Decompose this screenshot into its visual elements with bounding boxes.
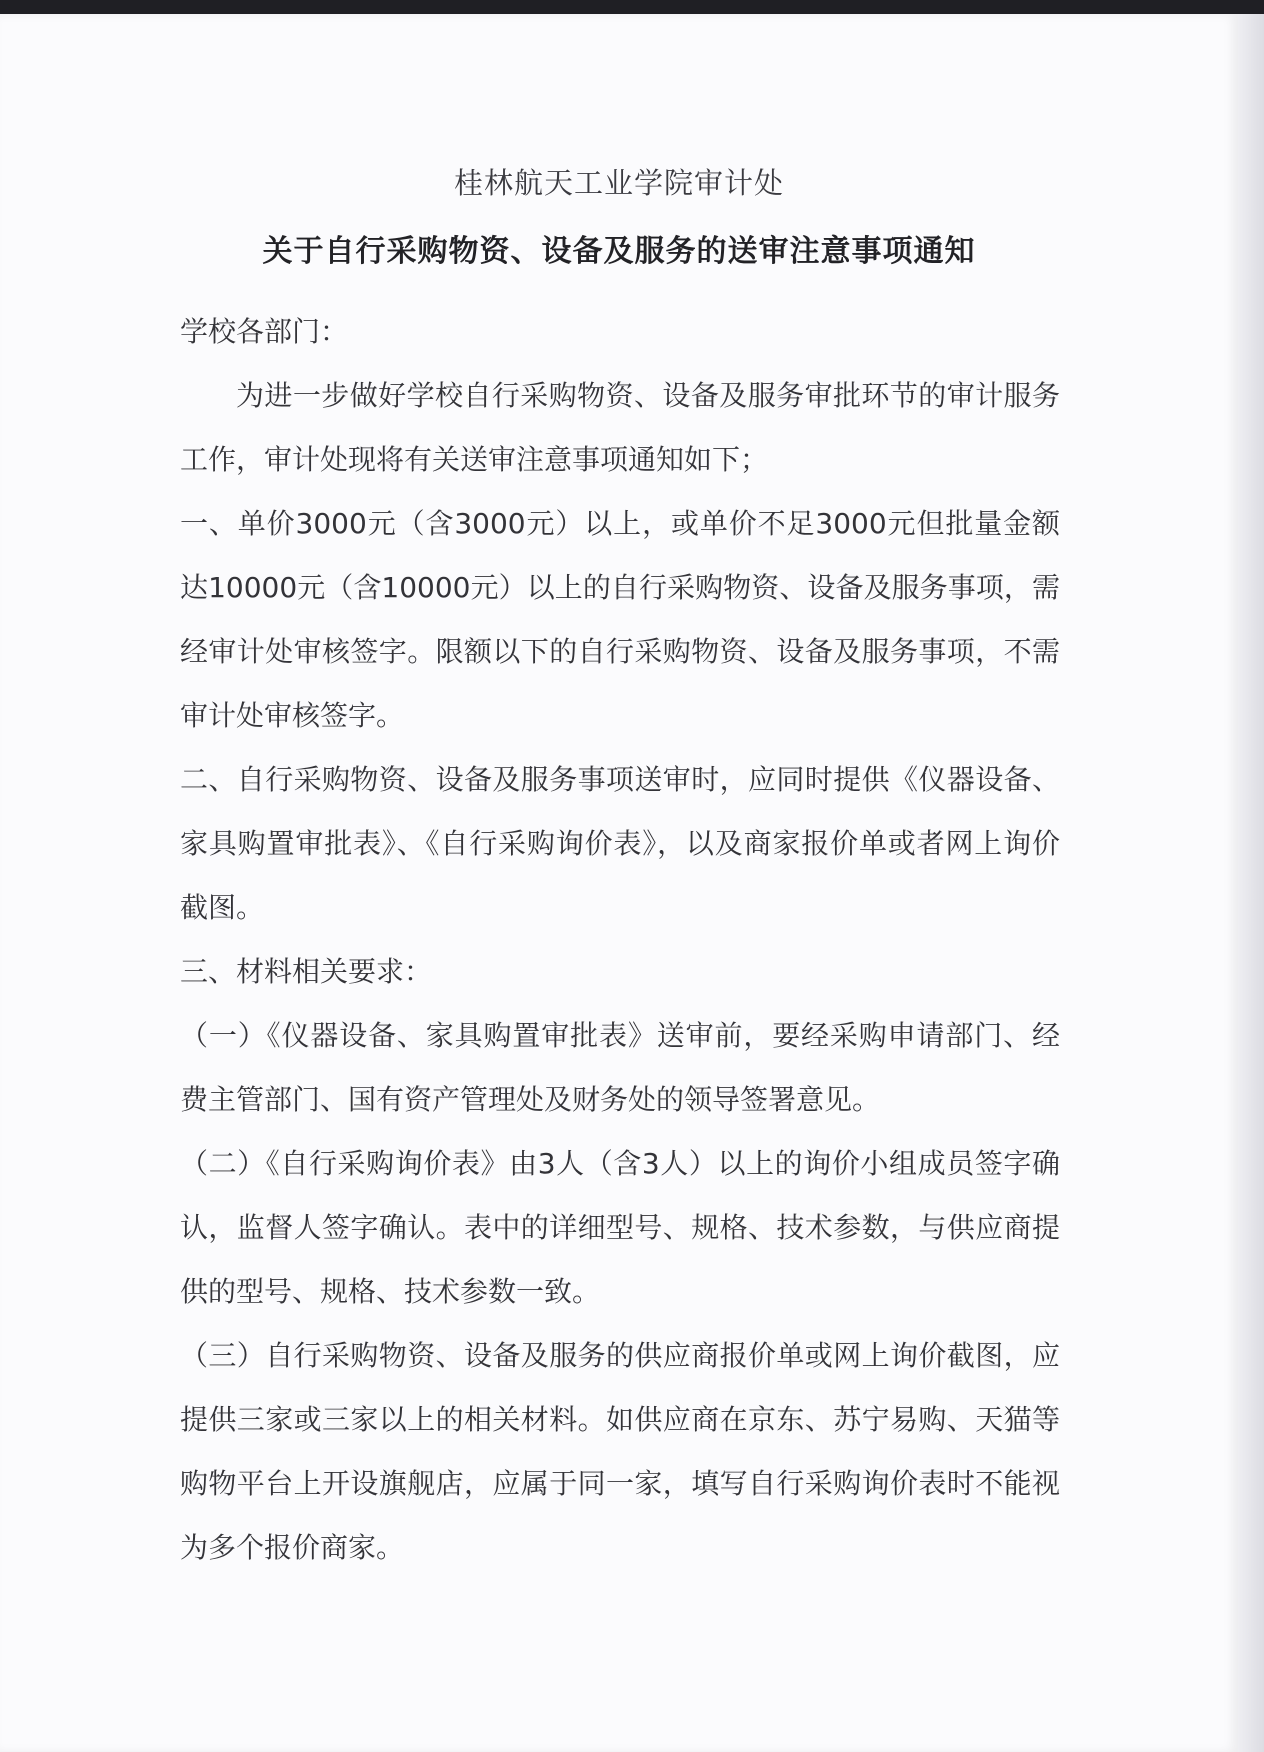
scan-top-edge <box>0 0 1264 14</box>
item-3-1: （一）《仪器设备、家具购置审批表》送审前，要经采购申请部门、经费主管部门、国有资产管理处及财务处的领导签署意见。 <box>180 1019 1060 1116</box>
salutation: 学校各部门： <box>180 315 349 348</box>
item-3-heading: 三、材料相关要求： <box>180 955 433 988</box>
item-1: 一、单价3000元（含3000元）以上，或单价不足3000元但批量金额达10000元（含10000元）以上的自行采购物资、设备及服务事项，需经审计处审核签字。限额以下的自行采购物资、设备及服务事项，不需审计处审核签字。 <box>180 507 1060 732</box>
scan-right-edge <box>1238 14 1264 1752</box>
item-2: 二、自行采购物资、设备及服务事项送审时，应同时提供《仪器设备、家具购置审批表》、《自行采购询价表》，以及商家报价单或者网上询价截图。 <box>180 763 1060 924</box>
item-3-2: （二）《自行采购询价表》由3人（含3人）以上的询价小组成员签字确认，监督人签字确认。表中的详细型号、规格、技术参数，与供应商提供的型号、规格、技术参数一致。 <box>180 1147 1060 1308</box>
intro-paragraph: 为进一步做好学校自行采购物资、设备及服务审批环节的审计服务工作，审计处现将有关送审注意事项通知如下； <box>180 379 1060 476</box>
org-line: 桂林航天工业学院审计处 <box>453 166 784 200</box>
document-title: 关于自行采购物资、设备及服务的送审注意事项通知 <box>262 234 976 269</box>
item-3-3: （三）自行采购物资、设备及服务的供应商报价单或网上询价截图，应提供三家或三家以上的相关材料。如供应商在京东、苏宁易购、天猫等购物平台上开设旗舰店，应属于同一家，填写自行采购询价表时不能视为多个报价商家。 <box>180 1339 1060 1564</box>
document-body <box>180 300 1060 1580</box>
